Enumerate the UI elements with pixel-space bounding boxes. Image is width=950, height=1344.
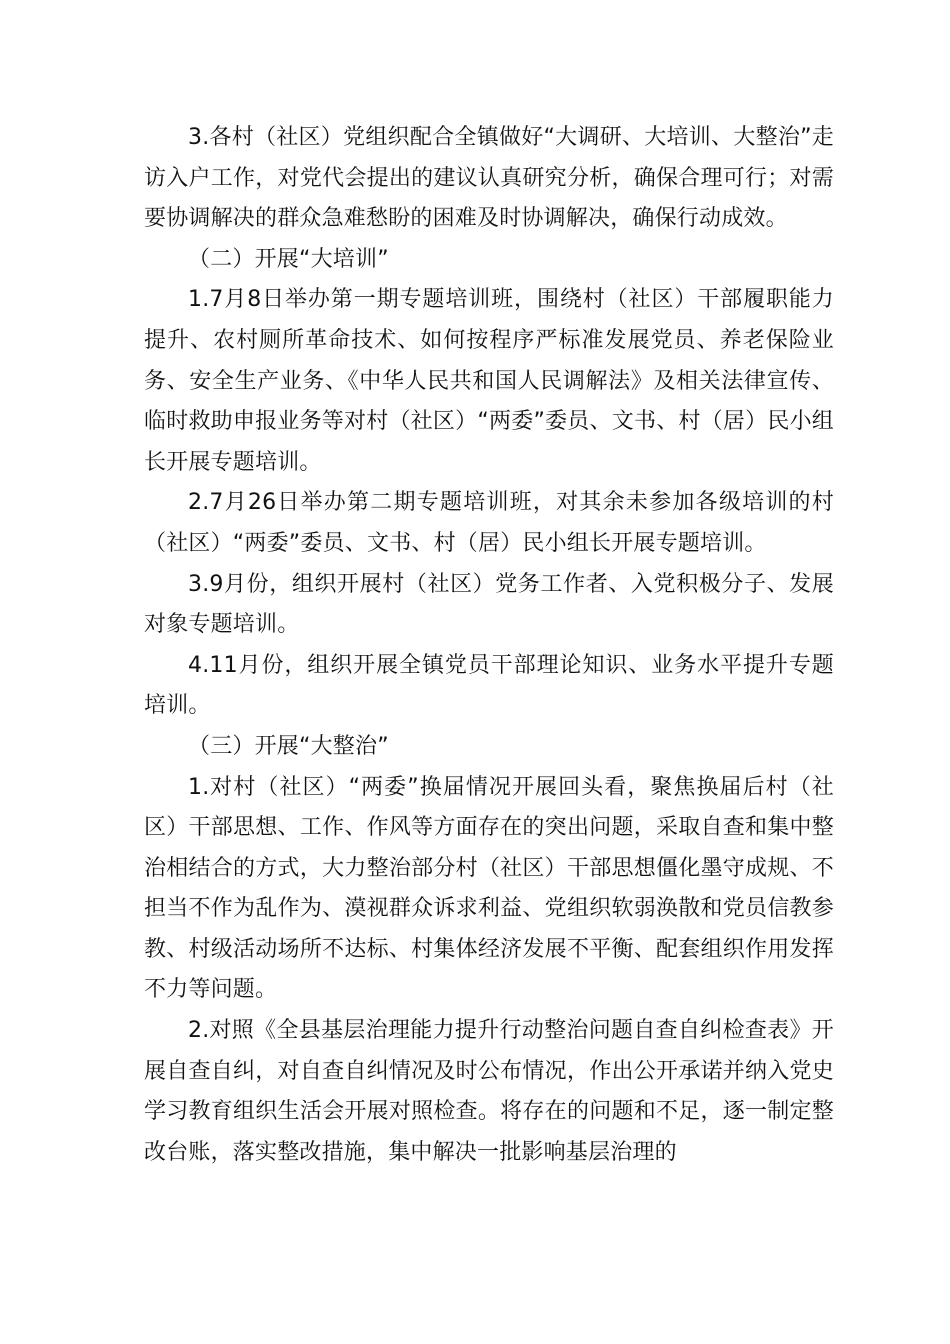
- section-heading-rectification: （三）开展“大整治”: [188, 733, 389, 759]
- paragraph-training-november: 4.11月份，组织开展全镇党员干部理论知识、业务水平提升专题培训。: [144, 652, 834, 719]
- paragraph-self-inspection: 2.对照《全县基层治理能力提升行动整治问题自查自纠检查表》开展自查自纠，对自查自纠情况及时公布情况，作出公开承诺并纳入党史学习教育组织生活会开展对照检查。将存在的问题和不足，逐一制定整改台账，落实整改措施，集中解决一批影响基层治理的: [144, 1018, 834, 1165]
- paragraph-training-september: 3.9月份，组织开展村（社区）党务工作者、入党积极分子、发展对象专题培训。: [144, 571, 834, 638]
- paragraph-training-session-two: 2.7月26日举办第二期专题培训班，对其余未参加各级培训的村（社区）“两委”委员、文书、村（居）民小组长开展专题培训。: [144, 490, 834, 556]
- paragraph-village-coordination: 3.各村（社区）党组织配合全镇做好“大调研、大培训、大整治”走访入户工作，对党代会提出的建议认真研究分析，确保合理可行；对需要协调解决的群众急难愁盼的困难及时协调解决，确保行动成效。: [144, 125, 834, 232]
- paragraph-rectification-review: 1.对村（社区）“两委”换届情况开展回头看，聚焦换届后村（社区）干部思想、工作、作风等方面存在的突出问题，采取自查和集中整治相结合的方式，大力整治部分村（社区）干部思想僵化墨守成规、不担当不作为乱作为、漠视群众诉求利益、党组织软弱涣散和党员信教参教、村级活动场所不达标、村集体经济发展不平衡、配套组织作用发挥不力等问题。: [144, 774, 834, 1003]
- section-heading-training: （二）开展“大培训”: [188, 246, 389, 272]
- document-body: [144, 118, 834, 1173]
- paragraph-training-session-one: 1.7月8日举办第一期专题培训班，围绕村（社区）干部履职能力提升、农村厕所革命技术、如何按程序严标准发展党员、养老保险业务、安全生产业务、《中华人民共和国人民调解法》及相关法律宣传、临时救助申报业务等对村（社区）“两委”委员、文书、村（居）民小组长开展专题培训。: [144, 287, 834, 475]
